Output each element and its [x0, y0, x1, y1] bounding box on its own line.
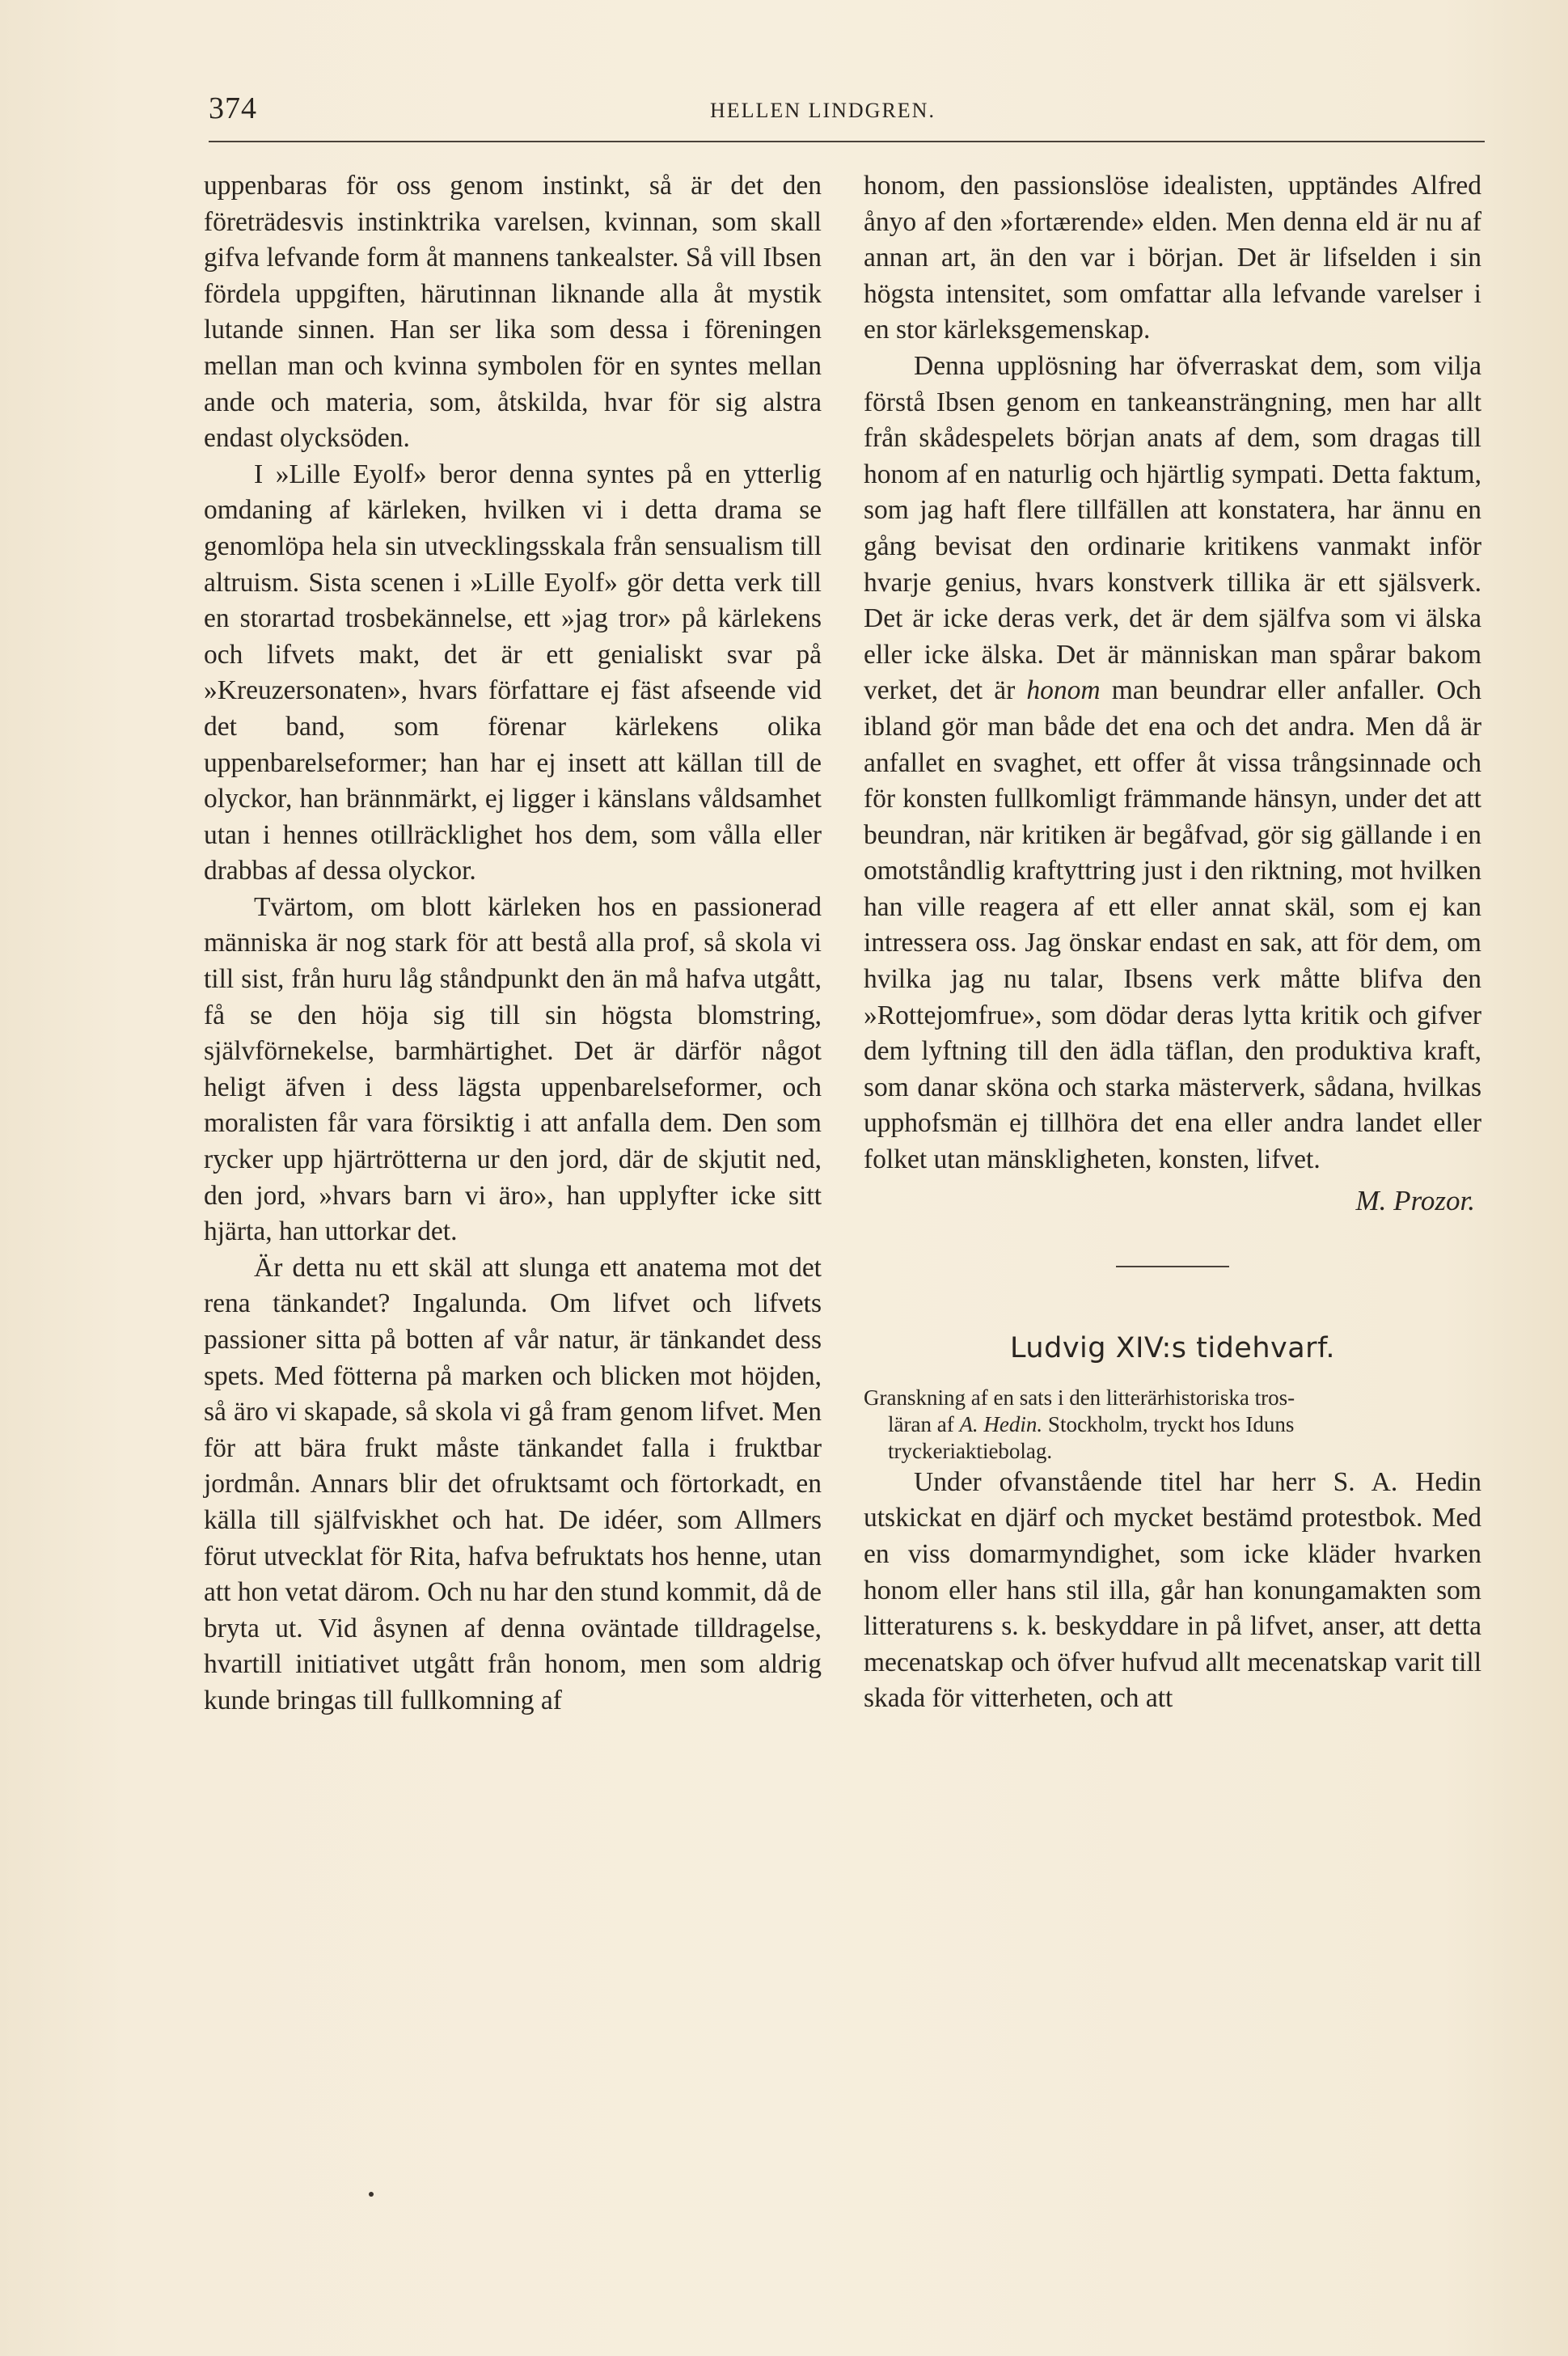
signature: M. Prozor.	[1355, 1184, 1475, 1216]
review-info-text: läran af	[888, 1411, 960, 1436]
review-info-text: Stockholm, tryckt hos Iduns	[1042, 1411, 1295, 1436]
paragraph-text: Denna upplösning har öfverraskat dem, som vilja förstå Ibsen genom en tankeansträngning, men har allt från skådespelets början anats af dem, som dragas till honom af en naturlig och hjärtlig sympati. Detta faktum, som jag haft flere tillfällen att konstatera, har ännu en gång bevisat den ordinarie kritikens vanmakt inför hvarje genius, hvars konstverk tillika är ett själsverk. Det är icke deras verk, det är dem själfva som vi älska eller icke älska. Det är människan man spårar bakom verket, det är	[864, 350, 1481, 706]
review-info-line: Granskning af en sats i den litterärhistoriska tros-	[864, 1385, 1295, 1410]
paragraph	[864, 349, 1481, 1178]
left-column	[204, 168, 822, 1719]
print-mark	[369, 2192, 374, 2197]
paragraph: Är detta nu ett skäl att slunga ett anatema mot det rena tänkandet? Ingalunda. Om lifvet och lifvets passioner sitta på botten af vår natur, är tänkandet dess spets. Med fötterna på marken och blicken mot höjden, så äro vi skapade, så skola vi gå fram genom lifvet. Men för att bära frukt måste tänkandet falla i fruktbar jordmån. Annars blir det ofruktsamt och förtorkadt, en källa till själfviskhet och hat. De idéer, som Allmers förut utvecklat för Rita, hafva befruktats hos henne, utan att hon vetat därom. Och nu har den stund kommit, då de bryta ut. Vid åsynen af denna oväntade tilldragelse, hvartill initiativet utgått från honom, men som aldrig kunde bringas till fullkomning af	[204, 1252, 822, 1715]
page-header	[209, 91, 1485, 142]
review-author: A. Hedin.	[959, 1411, 1043, 1436]
paragraph: uppenbaras för oss genom instinkt, så är det den företrädesvis instinktrika varelsen, kvinnan, som skall gifva lefvande form åt mannens tankealster. Så vill Ibsen fördela uppgiften, härutinnan liknande alla åt mystik lutande sinnen. Han ser lika som dessa i föreningen mellan man och kvinna symbolen för en syntes mellan ande och materia, som, åtskilda, hvar för sig alstra endast olycksöden.	[204, 171, 822, 454]
right-column	[864, 168, 1481, 1717]
paragraph: Tvärtom, om blott kärleken hos en passionerad människa är nog stark för att bestå alla prof, så skola vi till sist, från huru låg ståndpunkt den än må hafva utgått, få se den höja sig till sin högsta blomstring, självförnekelse, barmhärtighet. Det är därför något heligt äfven i dess lägsta uppenbarelseformer, och moralisten får vara försiktig i att anfalla dem. Den som rycker upp hjärtrötterna ur den jord, där de skjutit ned, den jord, »hvars barn vi äro», han upplyfter icke sitt hjärta, han uttorkar det.	[204, 891, 822, 1247]
running-title: HELLEN LINDGREN.	[710, 99, 936, 122]
paragraph: I »Lille Eyolf» beror denna syntes på en ytterlig omdaning af kärleken, hvilken vi i detta drama se genomlöpa hela sin utvecklingsskala från sensualism till altruism. Sista scenen i »Lille Eyolf» gör detta verk till en storartad trosbekännelse, ett »jag tror» på kärlekens och lifvets makt, det är ett genialiskt svar på »Kreuzersonaten», hvars författare ej fäst afseende vid det band, som förenar kärlekens olika uppenbarelseformer; han har ej insett att källan till de olyckor, han brännmärkt, ej ligger i känslans våldsamhet utan i hennes otillräcklighet hos dem, som vålla eller drabbas af dessa olyckor.	[204, 459, 822, 886]
review-body: Under ofvanstående titel har herr S. A. Hedin utskickat en djärf och mycket bestämd protestbok. Med en viss domarmyndighet, som icke kläder hvarken honom eller hans stil illa, går han konungamakten som litteraturens s. k. beskyddare in på lifvet, anser, att detta mecenatskap och öfver hufvud allt mecenatskap varit till skada för vitterheten, och att	[864, 1466, 1481, 1714]
paragraph-text: man beundrar eller anfaller. Och ibland gör man både det ena och det andra. Men då är anfallet en svaghet, ett offer åt vissa trångsinnade och för konsten fullkomligt främmande hänsyn, under det att beundran, när kritiken är begåfvad, gör sig gällande i en omotståndlig kraftyttring just i den riktning, mot hvilken han ville reagera af ett eller annat skäl, som ej kan intressera oss. Jag önskar endast en sak, att för dem, om hvilka jag nu talar, Ibsens verk måtte blifva den »Rottejomfrue», som dödar deras lytta kritik och gifver dem lyftning till den ädla täflan, den produktiva kraft, som danar sköna och starka mästerverk, sådana, hvilkas upphofsmän ej tillhöra det ena eller andra landet eller folket utan mänskligheten, konsten, lifvet.	[864, 675, 1482, 1175]
paragraph: honom, den passionslöse idealisten, upptändes Alfred ånyo af den »fortærende» elden. Men denna eld är nu af annan art, än den var i början. Det är lifselden i sin högsta intensitet, som omfattar alla lefvande varelser i en stor kärleksgemenskap.	[864, 171, 1481, 345]
review-info	[864, 1385, 1481, 1465]
review-info-line: tryckeriaktiebolag.	[888, 1438, 1053, 1463]
section-divider	[1116, 1266, 1229, 1267]
section-title: Ludvig XIV:s tidehvarf.	[1010, 1332, 1335, 1365]
review-info-line	[864, 1411, 1481, 1438]
italic-word: honom	[1026, 675, 1101, 706]
page-number: 374	[209, 91, 257, 125]
